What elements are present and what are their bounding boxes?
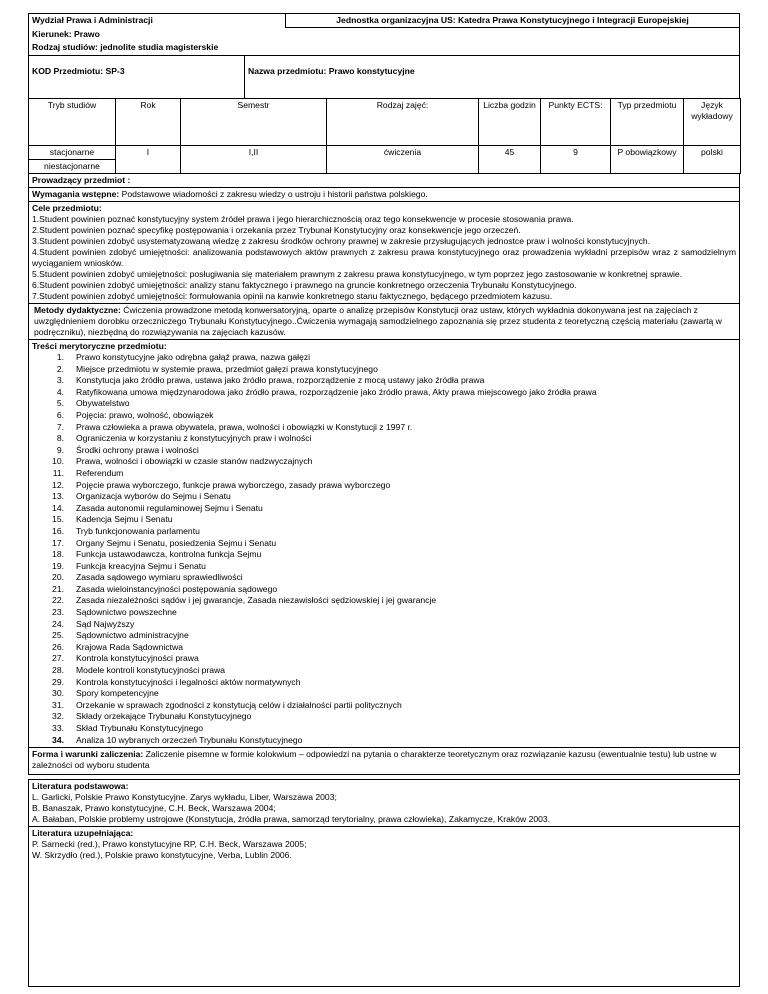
topic-item [32,549,736,561]
literature-extra-label: Literatura uzupełniająca: [32,828,134,839]
faculty-name: Wydział Prawa i Administracji [29,14,286,28]
topic-item [32,677,736,689]
topic-text: Tryb funkcjonowania parlamentu [76,525,200,536]
unit-name: Jednostka organizacyjna US: Katedra Prawa Konstytucyjnego i Integracji Europejskiej [286,14,739,28]
hours-cell: 45 [479,146,541,174]
topic-text: Prawa człowieka a prawa obywatela, prawa, wolności i obowiązki w Konstytucji z 1997 r. [76,421,413,432]
table-row [29,146,741,174]
topic-item [32,561,736,573]
topic-number: 7. [56,421,64,432]
topic-number: 13. [52,491,64,502]
topic-text: Ratyfikowana umowa międzynarodowa jako źródło prawa, rozporządzenie jako źródło prawa, Akty prawa miejscowego jako źródła prawa [76,386,597,397]
topic-item [32,352,736,364]
lecturer: Prowadzący przedmiot : [28,174,740,188]
topics-list [32,352,736,746]
topic-item [32,572,736,584]
topic-item [32,468,736,480]
topic-number: 17. [52,537,64,548]
ects-cell: 9 [541,146,611,174]
topic-item [32,398,736,410]
topic-item [32,503,736,515]
topic-text: Składy orzekające Trybunału Konstytucyjnego [76,711,252,722]
topic-number: 15. [52,514,64,525]
topic-text: Funkcja ustawodawcza, kontrolna funkcja Sejmu [76,549,262,560]
topic-text: Zasada wieloinstancyjności postępowania sądowego [76,583,278,594]
topic-number: 12. [52,479,64,490]
topic-text: Organy Sejmu i Senatu, posiedzenia Sejmu i Senatu [76,537,277,548]
language-cell: polski [684,146,741,174]
topic-number: 24. [52,618,64,629]
topic-text: Zasada autonomii regulaminowej Sejmu i Senatu [76,502,263,513]
topic-number: 5. [56,398,64,409]
goal-item: 4.Student powinien zdobyć umiejętności: analizowania podstawowych aktów prawnych z zakresu prawa konstytucyjnego oraz prowadzenia wykładni przepisów wraz z samodzielnym wyciąganiem wniosków. [32,247,736,268]
topic-number: 34. [52,734,64,745]
topic-number: 23. [52,607,64,618]
topic-item [32,491,736,503]
topic-item [32,653,736,665]
literature-item: B. Banaszak, Prawo konstytucyjne, C.H. Beck, Warszawa 2004; [32,803,276,814]
mode-cell [29,146,116,174]
topic-number: 32. [52,711,64,722]
topic-number: 1. [56,352,64,362]
topic-number: 27. [52,653,64,664]
literature-item: W. Skrzydło (red.), Polskie prawo konstytucyjne, Verba, Lublin 2006. [32,850,292,861]
topic-number: 21. [52,583,64,594]
topic-text: Krajowa Rada Sądownictwa [76,641,184,652]
topic-number: 33. [52,723,64,733]
syllabus-document [28,13,740,987]
topic-number: 30. [52,688,64,699]
topic-text: Ograniczenia w korzystaniu z konstytucyjnych praw i wolności [76,433,312,444]
header-semester: Semestr [181,99,327,146]
topic-number: 10. [52,456,64,467]
topic-item [32,665,736,677]
topic-item [32,584,736,596]
topic-item [32,642,736,654]
topic-text: Pojęcie prawa wyborczego, funkcje prawa wyborczego, zasady prawa wyborczego [76,479,391,490]
goal-item: 1.Student powinien poznać konstytucyjny system źródeł prawa i jego hierarchicznością oraz tego konsekwencje w procesie stosowania prawa. [32,214,574,224]
literature-basic-section [28,779,740,827]
content-label: Treści merytoryczne przedmiotu: [32,341,167,351]
header-mode: Tryb studiów [29,99,116,146]
mode-full-time: stacjonarne [29,146,115,160]
literature-extra-section [28,827,740,987]
topic-text: Kontrola konstytucyjności i legalności aktów normatywnych [76,676,301,687]
topic-text: Kadencja Sejmu i Senatu [76,514,173,525]
topic-text: Obywatelstwo [76,398,130,409]
topic-item [32,445,736,457]
literature-item: L. Garlicki, Polskie Prawo Konstytucyjne. Zarys wykładu, Liber, Warszawa 2003; [32,792,337,803]
topic-number: 8. [56,433,64,444]
topic-item [32,619,736,631]
header-class-type: Rodzaj zajęć: [327,99,479,146]
prerequisites-section [28,188,740,202]
goal-item: 6.Student powinien zdobyć umiejętności: analizy stanu faktycznego i prawnego na gruncie konkretnego orzeczenia Trybunału Konstytucyjnego. [32,280,577,290]
topic-item [32,723,736,735]
topic-text: Sąd Najwyższy [76,618,135,629]
topic-number: 16. [52,525,64,536]
study-details-table [28,98,741,174]
topic-text: Referendum [76,467,124,478]
topic-number: 19. [52,560,64,571]
topic-text: Spory kompetencyjne [76,688,159,699]
header-ects: Punkty ECTS: [541,99,611,146]
methods-section [28,304,740,340]
topic-item [32,410,736,422]
topic-text: Sądownictwo powszechne [76,607,177,618]
topic-number: 6. [56,409,64,420]
assessment-text: Zaliczenie pisemne w formie kolokwium – odpowiedzi na pytania o charakterze teoretycznym oraz rozwiązanie kazusu (ewentualnie testu) lub ustne w zależności od wyboru studenta [32,749,717,771]
topic-number: 22. [52,595,64,606]
prerequisites-label: Wymagania wstępne: [32,189,120,199]
topic-number: 29. [52,676,64,687]
topic-text: Orzekanie w sprawach zgodności z konstytucją celów i działalności partii politycznych [76,699,402,710]
topic-item [32,700,736,712]
class-type-cell: ćwiczenia [327,146,479,174]
topic-number: 28. [52,665,64,676]
header-block [28,13,740,56]
topic-item [32,607,736,619]
study-type: Rodzaj studiów: jednolite studia magisterskie [32,42,219,52]
topic-text: Prawo konstytucyjne jako odrębna gałąź prawa, nazwa gałęzi [76,352,311,362]
methods-label: Metody dydaktyczne: [34,305,121,315]
goals-label: Cele przedmiotu: [32,203,102,213]
literature-item: A. Bałaban, Polskie problemy ustrojowe (Konstytucja, źródła prawa, samorząd terytorialny, prawa człowieka), Zakamycze, Kraków 2003. [32,814,551,825]
topic-number: 11. [52,467,64,478]
topic-item [32,688,736,700]
topic-text: Analiza 10 wybranych orzeczeń Trybunału Konstytucyjnego [76,734,303,745]
year-cell: I [116,146,181,174]
topic-item [32,630,736,642]
topic-item [32,595,736,607]
topic-text: Organizacja wyborów do Sejmu i Senatu [76,491,231,502]
topic-text: Zasada niezależności sądów i jej gwarancje, Zasada niezawisłości sędziowskiej i jej gwarancje [76,595,437,606]
topic-item [32,538,736,550]
topic-item [32,480,736,492]
topic-number: 18. [52,549,64,560]
literature-item: P. Sarnecki (red.), Prawo konstytucyjne RP, C.H. Beck, Warszawa 2005; [32,839,307,850]
topic-number: 25. [52,630,64,641]
direction: Kierunek: Prawo [32,29,100,39]
topic-item [32,387,736,399]
header-year: Rok [116,99,181,146]
topic-number: 14. [52,502,64,513]
topic-text: Miejsce przedmiotu w systemie prawa, przedmiot gałęzi prawa konstytucyjnego [76,363,378,374]
topic-item [32,364,736,376]
topic-number: 20. [52,572,64,583]
topic-text: Sądownictwo administracyjne [76,630,189,641]
topic-number: 4. [56,386,64,397]
topic-item [32,526,736,538]
topic-text: Skład Trybunału Konstytucyjnego [76,723,204,733]
topic-number: 2. [56,363,64,374]
topic-item [32,711,736,723]
literature-basic-label: Literatura podstawowa: [32,781,129,792]
assessment-section [28,748,740,775]
topic-number: 3. [56,375,64,386]
topic-number: 31. [52,699,64,710]
goal-item: 2.Student powinien poznać specyfikę postępowania i orzekania przez Trybunał Konstytucyjny oraz konsekwencje jego orzeczeń. [32,225,521,235]
topic-text: Pojęcia: prawo, wolność, obowiązek [76,409,214,420]
topic-text: Środki ochrony prawa i wolności [76,444,199,455]
topic-item [32,735,736,747]
type-cell: P obowiązkowy [611,146,684,174]
topic-text: Prawa, wolności i obowiązki w czasie stanów nadzwyczajnych [76,456,313,467]
topic-item [32,375,736,387]
prerequisites-text: Podstawowe wiadomości z zakresu wiedzy o ustroju i historii państwa polskiego. [119,189,428,199]
topic-item [32,433,736,445]
table-header-row [29,99,741,146]
topic-text: Konstytucja jako źródło prawa, ustawa jako źródło prawa, rozporządzenie z mocą ustawy jako źródła prawa [76,375,485,386]
mode-part-time: niestacjonarne [44,161,100,171]
course-block [28,56,740,99]
goal-item: 7.Student powinien zdobyć umiejętności: formułowania opinii na kanwie konkretnego stanu faktycznego, będącego przedmiotem kazusu. [32,291,553,301]
topic-number: 26. [52,641,64,652]
goals-section [28,202,740,304]
topic-text: Modele kontroli konstytucyjności prawa [76,665,226,676]
topic-item [32,422,736,434]
topic-item [32,514,736,526]
topic-number: 9. [56,444,64,455]
header-language: Język wykładowy [684,99,741,146]
topic-text: Zasada sądowego wymiaru sprawiedliwości [76,572,243,583]
goal-item: 3.Student powinien zdobyć usystematyzowaną wiedzę z zakresu środków ochrony prawnej w zakresie przysługujących jednostce praw i wolności konstytucyjnych. [32,236,651,246]
course-code: KOD Przedmiotu: SP-3 [29,56,245,98]
header-type: Typ przedmiotu [611,99,684,146]
topic-item [32,456,736,468]
topic-text: Funkcja kreacyjna Sejmu i Senatu [76,560,206,571]
methods-text: Ćwiczenia prowadzone metodą konwersatoryjną, oparte o analizę przepisów Konstytucji oraz ustaw, których wykładnia dokonywana jest na zajęciach z uwzględnieniem dorobku orzeczniczego Trybunału Konstytucyjnego..Ćwiczenia wymagają samodzielnego zapoznania się przez studenta z teoretyczną częścią materiału (zawartą w podręczniku), niezbędną do rozwiązywania na zajęciach kazusów. [34,305,722,337]
assessment-label: Forma i warunki zaliczenia: [32,749,144,760]
course-name: Nazwa przedmiotu: Prawo konstytucyjne [248,66,415,76]
goal-item: 5.Student powinien zdobyć umiejętności: posługiwania się materiałem prawnym z zakresu prawa konstytucyjnego, w tym poprzez jego zastosowanie w konkretnej sprawie. [32,269,683,279]
content-section [28,340,740,748]
topic-text: Kontrola konstytucyjności prawa [76,653,199,664]
semester-cell: I,II [181,146,327,174]
header-hours: Liczba godzin [479,99,541,146]
